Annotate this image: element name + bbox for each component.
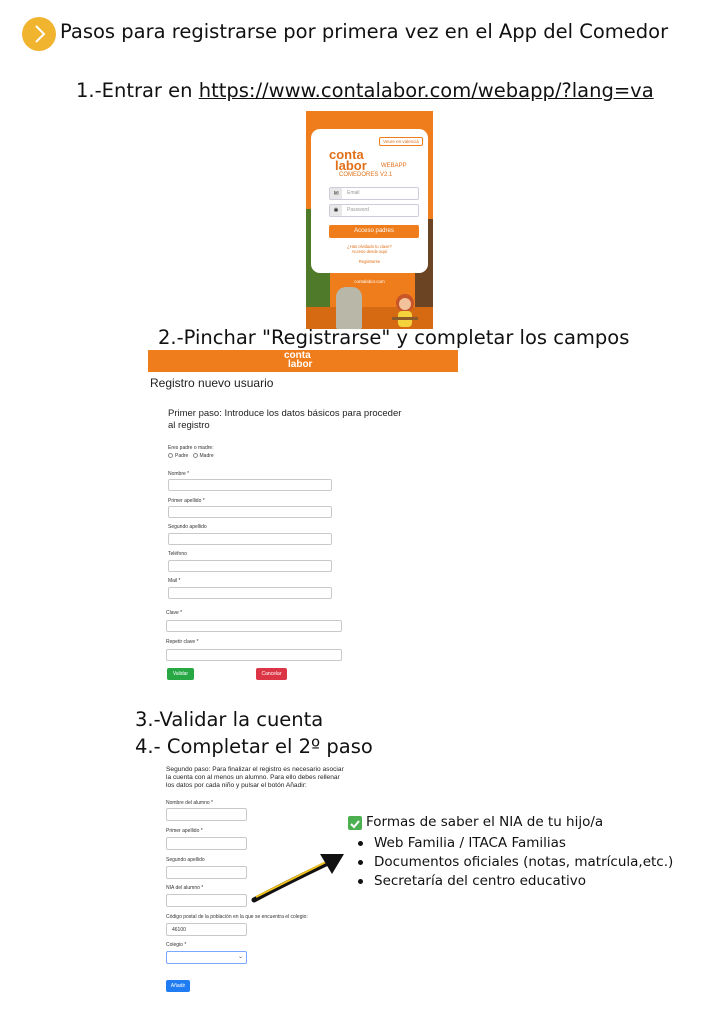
list-item: Web Familia / ITACA Familias <box>358 834 673 853</box>
key-icon: ✱ <box>330 205 342 216</box>
statue-graphic <box>336 287 362 329</box>
step-3: 3.-Validar la cuenta <box>135 708 324 731</box>
repetir-input[interactable] <box>166 649 342 661</box>
logo-line-1: conta <box>329 147 364 162</box>
radio-mother-label: Madre <box>199 453 214 459</box>
nia-info-list <box>358 834 673 891</box>
radio-mother[interactable] <box>193 453 198 458</box>
alumno-apellido1-input[interactable] <box>166 837 247 850</box>
radio-father[interactable] <box>168 453 173 458</box>
login-button[interactable]: Acceso padres <box>329 225 419 238</box>
colegio-select[interactable] <box>166 951 247 964</box>
step-1 <box>76 79 654 102</box>
email-placeholder: Email <box>347 190 360 196</box>
clave-input[interactable] <box>166 620 342 632</box>
list-item: Documentos oficiales (notas, matrícula,etc.) <box>358 853 673 872</box>
step-1-text: 1.-Entrar en <box>76 79 199 102</box>
nia-input[interactable] <box>166 894 247 907</box>
alumno-nombre-input[interactable] <box>166 808 247 821</box>
mail-label: Mail * <box>168 578 181 584</box>
contalabor-banner <box>148 350 458 372</box>
register-link[interactable]: Registrarse <box>358 259 381 264</box>
arrow-icon <box>250 848 350 908</box>
logo-line-2: labor <box>335 158 367 173</box>
password-placeholder: Password <box>347 207 369 213</box>
cancelar-button[interactable]: Cancelar <box>256 668 287 680</box>
nia-info-title: Formas de saber el NIA de tu hijo/a <box>366 814 604 830</box>
access-link[interactable]: Acceso desde aquí <box>351 249 388 254</box>
telefono-label: Teléfono <box>168 551 187 557</box>
nombre-input[interactable] <box>168 479 332 491</box>
chevron-down-icon: ⌄ <box>237 953 243 960</box>
mail-icon: ✉ <box>330 188 342 199</box>
webapp-link[interactable]: https://www.contalabor.com/webapp/?lang=va <box>198 79 654 102</box>
clave-label: Clave * <box>166 610 183 616</box>
step-4: 4.- Completar el 2º paso <box>135 735 373 758</box>
parent-question: Eres padre o madre: <box>168 445 214 451</box>
alumno-apellido1-label: Primer apellido * <box>166 828 203 834</box>
colegio-label: Colegio * <box>166 942 187 948</box>
contalabor-logo <box>329 149 367 171</box>
nombre-label: Nombre * <box>168 471 190 477</box>
logo-version: COMEDORES V2.1 <box>339 172 393 178</box>
step-2: 2.-Pinchar "Registrarse" y completar los campos <box>158 326 630 349</box>
login-card <box>311 129 428 273</box>
cp-input[interactable]: 46100 <box>166 923 247 936</box>
email-field[interactable] <box>329 187 419 200</box>
banner-logo-line-1: conta <box>284 350 311 361</box>
check-icon <box>348 816 362 830</box>
apellido2-label: Segundo apellido <box>168 524 207 530</box>
chevron-right-icon <box>22 17 56 51</box>
login-footer: contalabor.com <box>354 279 385 284</box>
language-button[interactable]: Veure en valencià <box>379 137 423 146</box>
banner-logo <box>284 351 312 369</box>
radio-father-label: Padre <box>175 453 189 459</box>
register-title: Registro nuevo usuario <box>150 376 274 390</box>
apellido1-input[interactable] <box>168 506 332 518</box>
logo-webapp: WEBAPP <box>381 163 407 169</box>
forgot-link[interactable]: ¿Has olvidado tu clave? <box>347 244 392 249</box>
second-step-intro: Segundo paso: Para finalizar el registro es necesario asociar la cuenta con al menos un alumno. Para ello debes rellenar los datos por cada niño y pulsar el botón Añadir: <box>166 766 344 789</box>
validar-button[interactable]: Validar <box>167 668 194 680</box>
password-field[interactable] <box>329 204 419 217</box>
banner-logo-line-2: labor <box>288 359 313 370</box>
list-item: Secretaría del centro educativo <box>358 872 673 891</box>
add-button[interactable]: Añadir <box>166 980 190 992</box>
page-title: Pasos para registrarse por primera vez en el App del Comedor <box>60 20 669 43</box>
cp-label: Código postal de la población en la que se encuentra el colegio: <box>166 914 308 920</box>
login-screenshot <box>306 111 433 329</box>
telefono-input[interactable] <box>168 560 332 572</box>
first-step-title: Primer paso: Introduce los datos básicos para proceder al registro <box>168 408 402 431</box>
alumno-nombre-label: Nombre del alumno * <box>166 800 213 806</box>
apellido2-input[interactable] <box>168 533 332 545</box>
alumno-apellido2-input[interactable] <box>166 866 247 879</box>
child-illustration-icon <box>390 291 420 329</box>
repetir-label: Repetir clave * <box>166 639 199 645</box>
nia-label: NIA del alumno * <box>166 885 204 891</box>
alumno-apellido2-label: Segundo apellido <box>166 857 205 863</box>
mail-input[interactable] <box>168 587 332 599</box>
parent-radio-group <box>168 453 214 459</box>
apellido1-label: Primer apellido * <box>168 498 205 504</box>
